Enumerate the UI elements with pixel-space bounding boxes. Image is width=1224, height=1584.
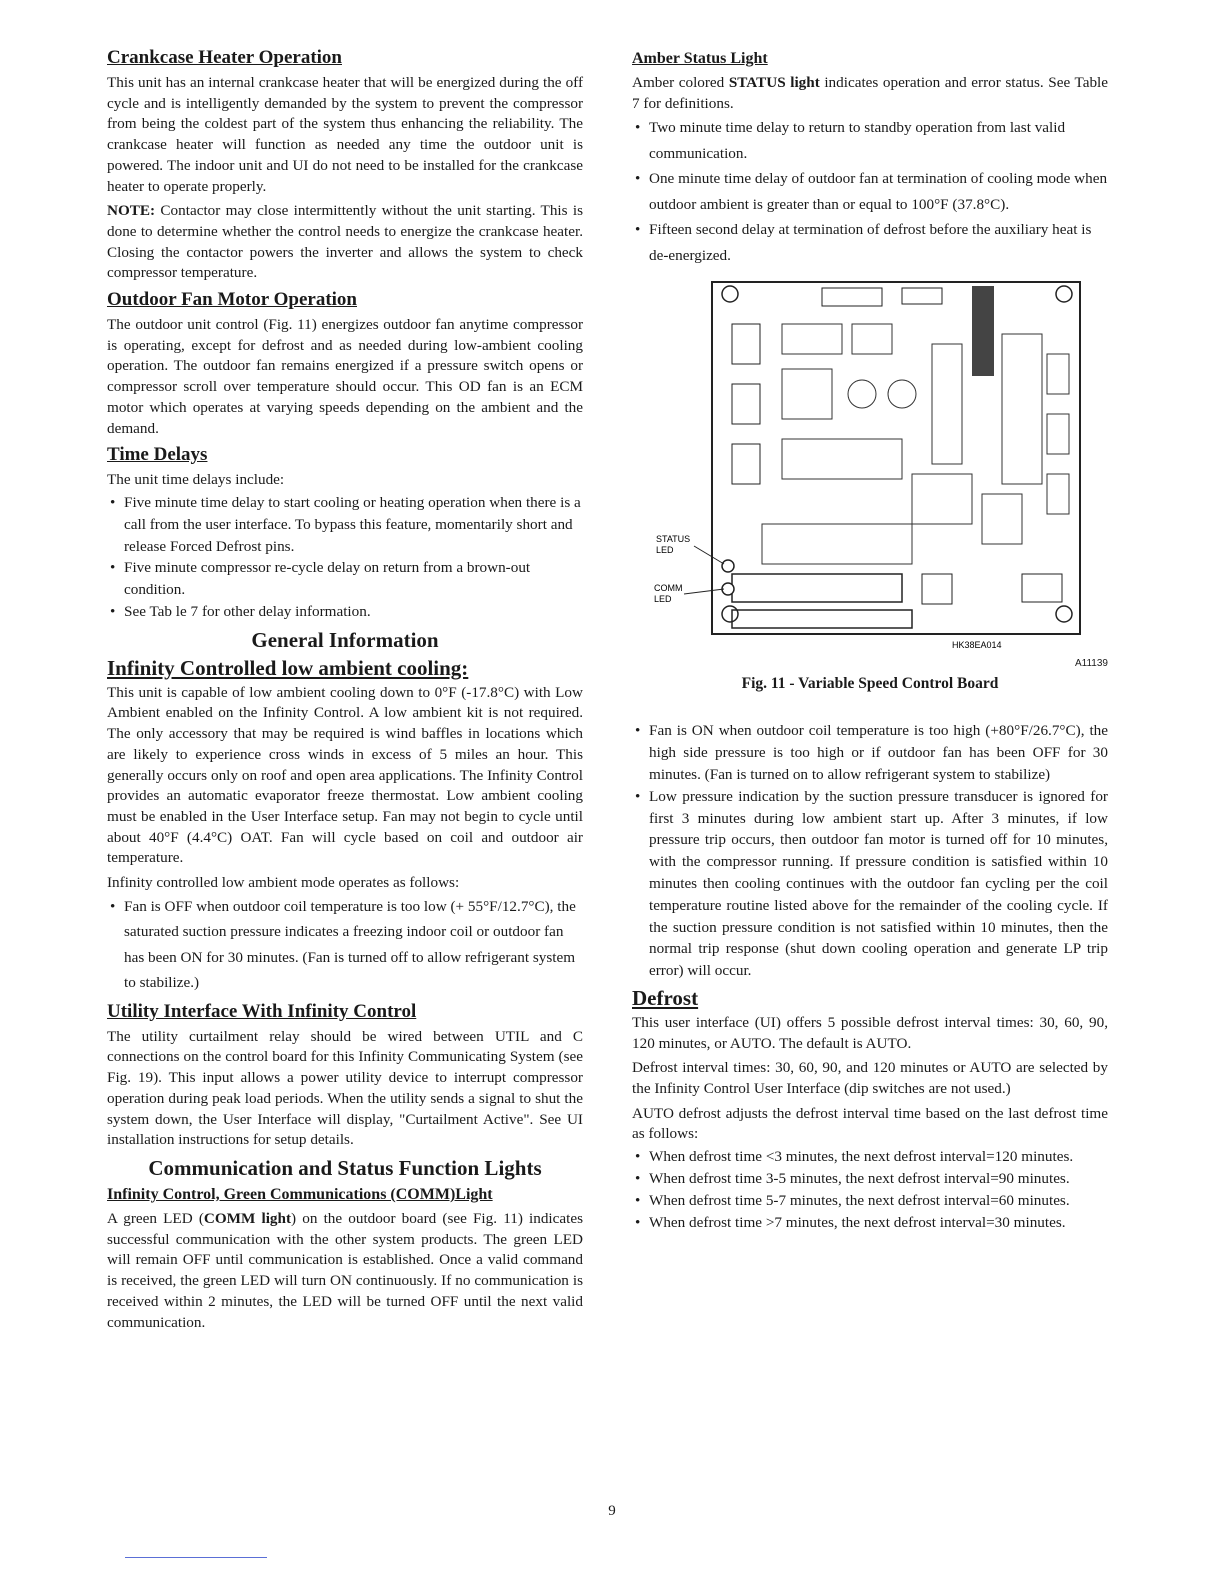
control-board-diagram — [632, 274, 1108, 674]
defrost-p2: Defrost interval times: 30, 60, 90, and 120 minutes or AUTO are selected by the Infinity Control User Interface (dip switches are not used.) — [632, 1059, 1108, 1098]
footer-rule — [125, 1557, 267, 1558]
list-item: • Low pressure indication by the suction pressure transducer is ignored for first 3 minutes during low ambient start up. After 3 minutes, if low pressure trip occurs, then outdoor fan motor is turned off for 10 minutes, with the compressor running. If pressure condition is satisfied within 10 minutes then cooling continues with the outdoor fan cycling per the coil temperature routine listed above for the remainder of the cooling cycle. If the suction pressure condition is not satisfied within 10 minutes, then the normal trip response (shut down cooling operation and generate LP trip error) will occur. — [632, 786, 1108, 982]
comm-body-bold: COMM light — [203, 1209, 292, 1227]
crankcase-body: This unit has an internal crankcase heater that will be energized during the off cycle and is intelligently demanded by the system to prevent the compressor from being the coldest part of the system thus enhancing the reliability. The crankcase heater will function as needed any time the outdoor unit is powered. The indoor unit and UI do not need to be installed for the crankcase heater to operate properly. — [107, 74, 583, 195]
crankcase-heading: Crankcase Heater Operation — [107, 47, 342, 68]
low-ambient-heading: Infinity Controlled low ambient cooling: — [107, 655, 469, 680]
list-item: • Two minute time delay to return to standby operation from last valid communication. — [632, 115, 1108, 166]
list-item: • Fan is OFF when outdoor coil temperature is too low (+ 55°F/12.7°C), the saturated suction pressure indicates a freezing indoor coil or outdoor fan has been ON for 30 minutes. (Fan is turned off to allow refrigerant system to stabilize.) — [107, 894, 583, 996]
defrost-list — [632, 1146, 1108, 1233]
list-item: • Fan is ON when outdoor coil temperature is too high (+80°F/26.7°C), the high side pressure is too high or if outdoor fan has been OFF for 30 minutes. (Fan is turned on to allow refrigerant system to stabilize) — [632, 720, 1108, 785]
comm-light-body — [107, 1209, 583, 1333]
fan-motor-heading: Outdoor Fan Motor Operation — [107, 289, 357, 311]
fan-motor-body: The outdoor unit control (Fig. 11) energizes outdoor fan anytime compressor is operating, except for defrost and as needed during low-ambient cooling operation. The outdoor fan remains energized if a pressure switch opens or compressor scroll over temperature should occur. This OD fan is an ECM motor which operates at varying speeds depending on the ambient and the demand. — [107, 316, 583, 437]
list-item: • When defrost time >7 minutes, the next defrost interval=30 minutes. — [632, 1212, 1108, 1234]
heatsink — [972, 286, 994, 376]
defrost-p3: AUTO defrost adjusts the defrost interval time based on the last defrost time as follows: — [632, 1104, 1108, 1143]
low-ambient-list — [107, 894, 583, 996]
amber-body-post: indicates operation and error status. See Table 7 for definitions. — [632, 74, 1109, 112]
amber-body — [632, 73, 1108, 114]
list-item: • See Tab le 7 for other delay information. — [107, 601, 583, 623]
low-ambient-body: This unit is capable of low ambient cooling down to 0°F (-17.8°C) with Low Ambient enabled on the Infinity Control. A low ambient kit is not required. The only accessory that may be required is wind baffles in locations which are likely to experience cross winds in excess of 5 miles an hour. This generally occurs only on roof and open area applications. The Infinity Control provides an automatic evaporator freeze thermostat. Low ambient cooling must be enabled in the User Interface setup. Fan may not begin to cycle until about 40°F (4.4°C) OAT. Fan will cycle based on coil and outdoor air temperature. — [107, 683, 583, 867]
list-item: • One minute time delay of outdoor fan at termination of cooling mode when outdoor ambient is greater than or equal to 100°F (37.8°C). — [632, 166, 1108, 217]
board-outline — [712, 282, 1080, 634]
status-label-2: LED — [656, 545, 674, 556]
general-info-heading: General Information — [251, 627, 439, 652]
comm-body-post: ) on the outdoor board (see Fig. 11) indicates successful communication with the other system products. The green LED will remain OFF until communication is established. Once a valid command is received, the green LED will turn ON continuously. If no communication is received within 2 minutes, the LED will be turned OFF until the next valid communication. — [107, 1209, 584, 1331]
amber-heading: Amber Status Light — [632, 50, 768, 67]
defrost-heading: Defrost — [632, 985, 699, 1010]
low-ambient-list-cont — [632, 720, 1108, 982]
note-text: Contactor may close intermittently without the unit starting. This is done to determine whether the control needs to energize the crankcase heater. Closing the contactor powers the inverter and allows the system to check compressor temperature. — [107, 202, 583, 282]
figure-id: A11139 — [1075, 658, 1108, 670]
control-board-figure — [632, 274, 1108, 674]
right-column — [632, 46, 1108, 1237]
list-item: • When defrost time <3 minutes, the next defrost interval=120 minutes. — [632, 1146, 1108, 1168]
comm-light-heading: Infinity Control, Green Communications (COMM)Light — [107, 1185, 493, 1203]
crankcase-note — [107, 201, 583, 284]
time-delays-list — [107, 492, 583, 623]
defrost-p1: This user interface (UI) offers 5 possible defrost interval times: 30, 60, 90, 120 minutes, or AUTO. The default is AUTO. — [632, 1013, 1108, 1052]
utility-heading: Utility Interface With Infinity Control — [107, 1000, 417, 1022]
list-item: • Five minute time delay to start cooling or heating operation when there is a call from the user interface. To bypass this feature, momentarily short and release Forced Defrost pins. — [107, 492, 583, 557]
comm-label-2: LED — [654, 594, 672, 605]
low-ambient-intro: Infinity controlled low ambient mode operates as follows: — [107, 874, 460, 892]
figure-caption: Fig. 11 - Variable Speed Control Board — [741, 675, 999, 693]
list-item: • Five minute compressor re-cycle delay on return from a brown-out condition. — [107, 557, 583, 601]
list-item: • Fifteen second delay at termination of defrost before the auxiliary heat is de-energized. — [632, 217, 1108, 268]
note-label: NOTE: — [107, 202, 156, 220]
comm-label-1: COMM — [654, 583, 683, 594]
comm-status-heading: Communication and Status Function Lights — [148, 1155, 542, 1180]
utility-body: The utility curtailment relay should be wired between UTIL and C connections on the control board for this Infinity Communicating System (see Fig. 19). This input allows a power utility device to interrupt compressor operation during peak load periods. When the utility sends a signal to shut the system down, the User Interface will display, "Curtailment Active". See UI installation instructions for setup details. — [107, 1027, 583, 1149]
status-label-1: STATUS — [656, 534, 691, 545]
amber-body-pre: Amber colored — [632, 74, 729, 91]
left-column — [107, 46, 583, 1337]
amber-list — [632, 115, 1108, 268]
list-item: • When defrost time 3-5 minutes, the next defrost interval=90 minutes. — [632, 1168, 1108, 1190]
amber-body-bold: STATUS light — [728, 74, 820, 91]
list-item: • When defrost time 5-7 minutes, the next defrost interval=60 minutes. — [632, 1190, 1108, 1212]
page-number: 9 — [608, 1503, 616, 1519]
status-led — [722, 560, 734, 572]
comm-body-pre: A green LED ( — [107, 1209, 204, 1227]
time-delays-intro: The unit time delays include: — [107, 471, 285, 489]
board-id: HK38EA014 — [952, 640, 1002, 651]
time-delays-heading: Time Delays — [107, 444, 208, 466]
